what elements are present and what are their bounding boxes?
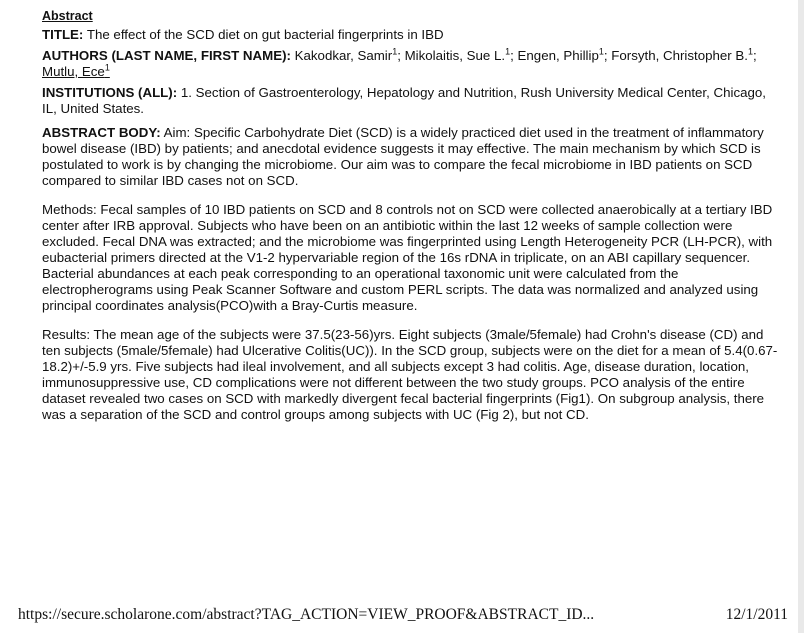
institutions-line [42,85,782,117]
institutions-text: 1. Section of Gastroenterology, Hepatology and Nutrition, Rush University Medical Center, Chicago, IL, United States. [42,85,766,116]
author-affiliation-number: 1 [505,46,511,57]
title-label: TITLE: [42,27,84,42]
abstract-body-label: ABSTRACT BODY: [42,125,161,140]
footer-date: 12/1/2011 [725,606,788,623]
abstract-heading: Abstract [42,9,93,23]
authors-line [42,48,782,80]
aim-paragraph [42,125,782,189]
methods-paragraph: Methods: Fecal samples of 10 IBD patients on SCD and 8 controls not on SCD were collected anaerobically at a tertiary IBD center after IRB approval. Subjects who have been on an antibiotic within the last 12 weeks of sample collection were excluded. Fecal DNA was extracted; and the microbiome was fingerprinted using Length Heterogeneity PCR (LH-PCR), with eubacterial primers directed at the V1-2 hypervariable region of the 16s rDNA in triplicate, on an ABI capillary sequencer. Bacterial abundances at each peak corresponding to an operational taxonomic unit were calculated from the electropherograms using Peak Scanner Software and custom PERL scripts. The data was normalized and analyzed using principal coordinates analysis(PCO)with a Bray-Curtis measure. [42,202,773,313]
author-name: Mikolaitis, Sue L. [404,48,506,63]
authors-list: Kakodkar, Samir$^1$; Mikolaitis, Sue L.$^1$; Engen, Phillip$^1$; Forsyth, Christopher B.$^1$; Mutlu, Ece$^1$ [42,46,757,79]
title-text: The effect of the SCD diet on gut bacterial fingerprints in IBD [86,27,444,42]
author-affiliation-number: 1 [392,46,398,57]
print-footer [18,606,788,624]
footer-url: https://secure.scholarone.com/abstract?TAG_ACTION=VIEW_PROOF&ABSTRACT_ID... [18,606,595,623]
title-line [42,27,782,43]
author-affiliation-number: 1 [747,46,753,57]
author-entry [42,64,110,79]
author-entry [295,48,398,63]
authors-label: AUTHORS (LAST NAME, FIRST NAME): [42,48,291,63]
results-paragraph: Results: The mean age of the subjects were 37.5(23-56)yrs. Eight subjects (3male/5female) had Crohn's disease (CD) and ten subjects (5male/5female) had Ulcerative Colitis(UC)). In the SCD group, subjects were on the diet for a mean of 5.4(0.67-18.2)+/-5.9 yrs. Five subjects had ileal involvement, and all subjects except 3 had colitis. Age, disease duration, location, immunosuppressive use, CD complications were not different between the two study groups. PCO analysis of the entire dataset revealed two cases on SCD with markedly divergent fecal bacterial fingerprints (Fig1). On subgroup analysis, there was a separation of the SCD and control groups among subjects with UC (Fig 2), but not CD. [42,327,778,422]
author-name: Engen, Phillip [517,48,599,63]
author-name: Kakodkar, Samir [294,48,393,63]
aim-text: Aim: Specific Carbohydrate Diet (SCD) is a widely practiced diet used in the treatment of inflammatory bowel disease (IBD) by patients; and anecdotal evidence suggests it may effective. The main mechanism by which SCD is postulated to work is by changing the microbiome. Our aim was to compare the fecal microbiome in IBD patients on SCD compared to similar IBD cases not on SCD. [42,125,764,188]
author-entry [405,48,511,63]
author-affiliation-number: 1 [598,46,604,57]
abstract-content [42,8,782,423]
author-entry [518,48,604,63]
author-affiliation-number: 1 [104,62,110,73]
page-edge [798,0,804,633]
author-entry [611,48,753,63]
author-name: Forsyth, Christopher B. [611,48,748,63]
author-name: Mutlu, Ece [42,64,105,79]
institutions-label: INSTITUTIONS (ALL): [42,85,178,100]
abstract-body [42,125,782,423]
